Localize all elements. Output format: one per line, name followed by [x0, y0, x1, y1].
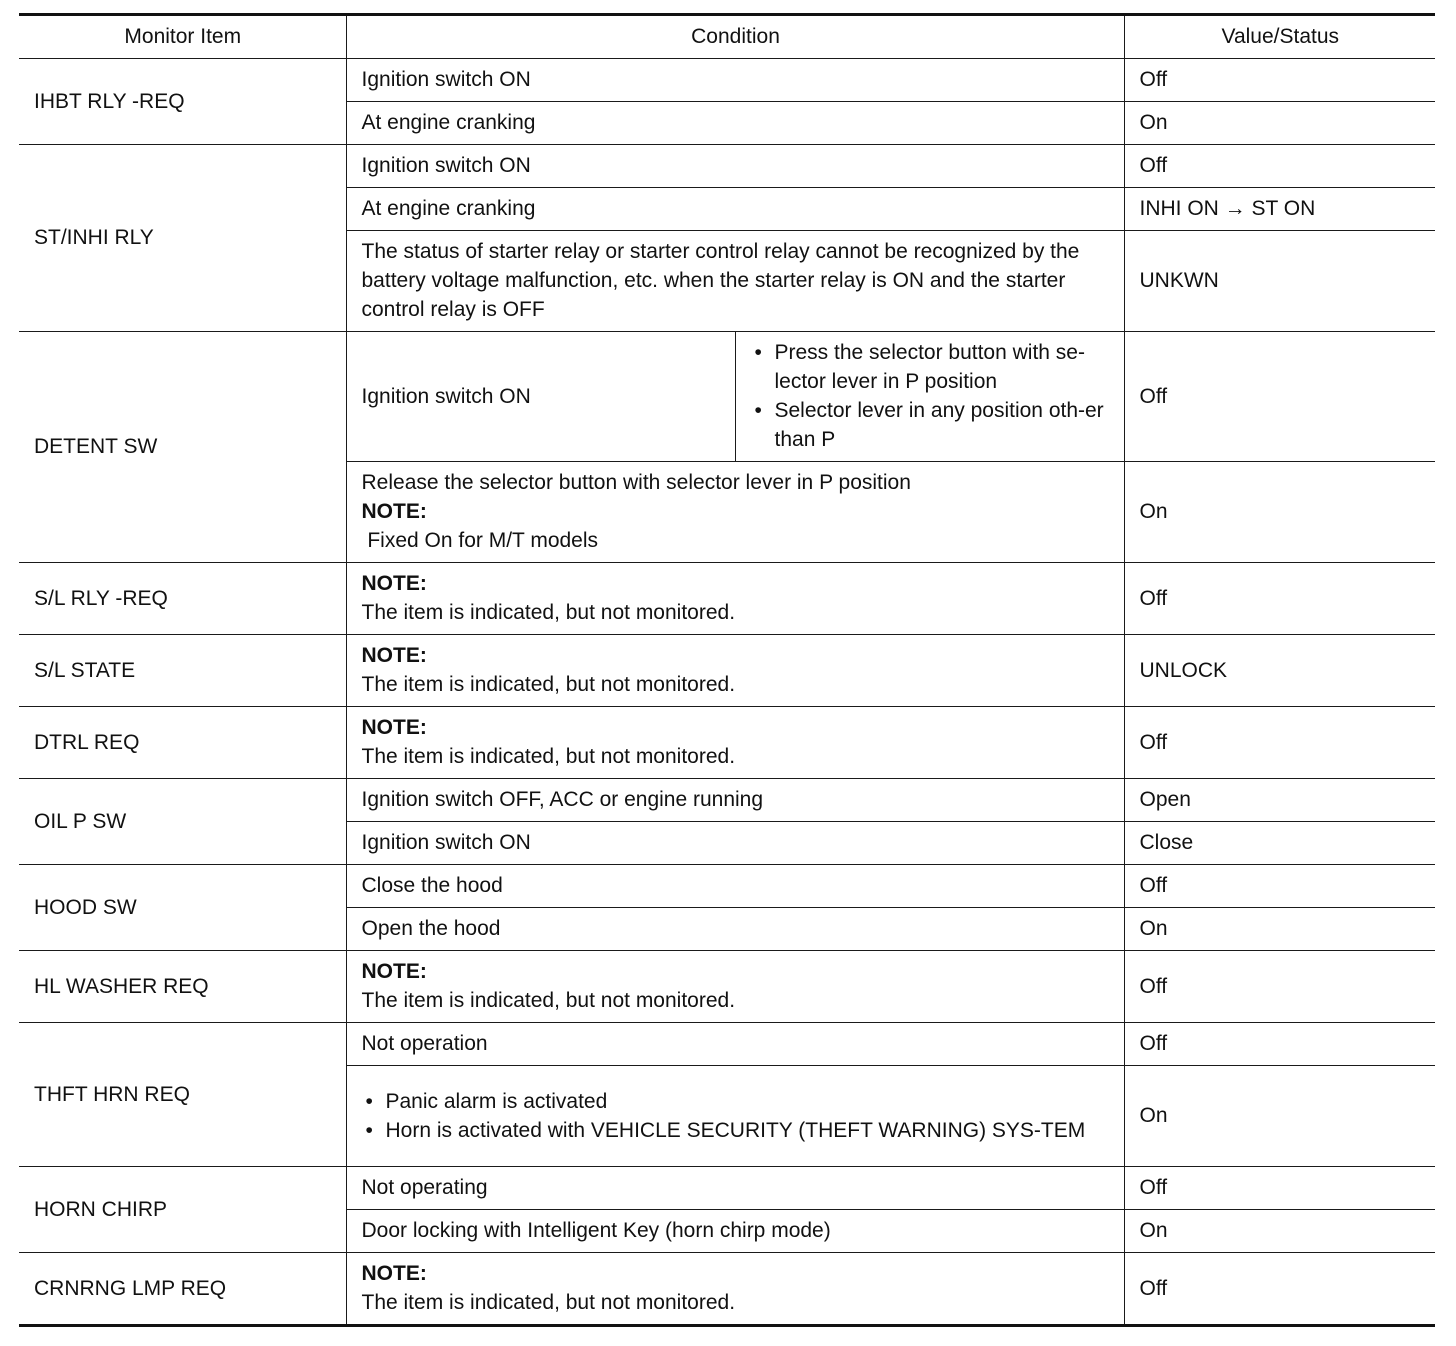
monitor-item-cell: CRNRNG LMP REQ: [19, 1253, 346, 1326]
value-cell: Off: [1124, 707, 1435, 779]
condition-cell: Ignition switch ON: [346, 59, 1124, 102]
monitor-item-table: [19, 13, 1435, 1327]
value-cell: On: [1124, 1066, 1435, 1167]
monitor-item-cell: S/L STATE: [19, 635, 346, 707]
value-cell: Open: [1124, 779, 1435, 822]
table-row: [19, 59, 1435, 102]
monitor-item-cell: HL WASHER REQ: [19, 951, 346, 1023]
table-header-row: [19, 15, 1435, 59]
table-row: [19, 865, 1435, 908]
condition-cell: At engine cranking: [346, 188, 1124, 231]
note-text: Fixed On for M/T models: [361, 529, 599, 552]
note-label: NOTE:: [361, 572, 427, 595]
value-cell: Off: [1124, 563, 1435, 635]
header-value-status: Value/Status: [1124, 15, 1435, 59]
condition-subcell: [735, 332, 1124, 462]
condition-cell: [346, 707, 1124, 779]
condition-cell: Ignition switch OFF, ACC or engine running: [346, 779, 1124, 822]
note-label: NOTE:: [361, 644, 427, 667]
value-cell: UNKWN: [1124, 231, 1435, 332]
note-label: NOTE:: [361, 1262, 427, 1285]
monitor-item-cell: THFT HRN REQ: [19, 1023, 346, 1167]
table-row: [19, 145, 1435, 188]
value-cell: Off: [1124, 145, 1435, 188]
note-text: The item is indicated, but not monitored.: [361, 745, 736, 768]
value-cell: UNLOCK: [1124, 635, 1435, 707]
note-text: The item is indicated, but not monitored.: [361, 673, 736, 696]
value-cell: INHI ON → ST ON: [1124, 188, 1435, 231]
condition-text: Release the selector button with selector lever in P position: [361, 471, 911, 494]
monitor-item-cell: DTRL REQ: [19, 707, 346, 779]
header-monitor-item: Monitor Item: [19, 15, 346, 59]
table-row: [19, 635, 1435, 707]
value-cell: On: [1124, 1210, 1435, 1253]
bullet-list: [751, 338, 1110, 454]
bullet-item: • Press the selector button with se-lector lever in P position: [751, 338, 1110, 396]
table-row: [19, 779, 1435, 822]
table-row: [19, 332, 1435, 462]
condition-cell: [346, 951, 1124, 1023]
condition-cell: [346, 1066, 1124, 1167]
table-row: [19, 1253, 1435, 1326]
bullet-item: • Selector lever in any position oth-er than P: [751, 396, 1110, 454]
monitor-item-cell: DETENT SW: [19, 332, 346, 563]
table-row: [19, 951, 1435, 1023]
value-cell: Off: [1124, 1253, 1435, 1326]
note-label: NOTE:: [361, 500, 427, 523]
value-cell: Off: [1124, 1167, 1435, 1210]
header-condition: Condition: [346, 15, 1124, 59]
monitor-item-cell: IHBT RLY -REQ: [19, 59, 346, 145]
value-cell: Close: [1124, 822, 1435, 865]
monitor-item-cell: HORN CHIRP: [19, 1167, 346, 1253]
condition-cell: At engine cranking: [346, 102, 1124, 145]
condition-cell: Door locking with Intelligent Key (horn chirp mode): [346, 1210, 1124, 1253]
monitor-item-cell: OIL P SW: [19, 779, 346, 865]
table-row: [19, 707, 1435, 779]
bullet-item: • Horn is activated with VEHICLE SECURITY (THEFT WARNING) SYS-TEM: [362, 1116, 1110, 1145]
value-cell: Off: [1124, 951, 1435, 1023]
condition-cell: [346, 462, 1124, 563]
value-cell: Off: [1124, 1023, 1435, 1066]
value-cell: Off: [1124, 332, 1435, 462]
table-row: [19, 1167, 1435, 1210]
table-row: [19, 1023, 1435, 1066]
bullet-list: [362, 1087, 1110, 1145]
monitor-item-cell: S/L RLY -REQ: [19, 563, 346, 635]
value-cell: Off: [1124, 59, 1435, 102]
value-cell: Off: [1124, 865, 1435, 908]
monitor-item-cell: ST/INHI RLY: [19, 145, 346, 332]
condition-cell: Ignition switch ON: [346, 145, 1124, 188]
note-text: The item is indicated, but not monitored.: [361, 989, 736, 1012]
value-cell: On: [1124, 462, 1435, 563]
table-row: [19, 563, 1435, 635]
note-text: The item is indicated, but not monitored.: [361, 1291, 736, 1314]
condition-cell: Ignition switch ON: [346, 332, 735, 462]
condition-cell: Close the hood: [346, 865, 1124, 908]
value-cell: On: [1124, 102, 1435, 145]
condition-cell: The status of starter relay or starter control relay cannot be recognized by the battery voltage malfunction, etc. when the starter relay is ON and the starter control relay is OFF: [346, 231, 1124, 332]
condition-cell: Ignition switch ON: [346, 822, 1124, 865]
note-label: NOTE:: [361, 716, 427, 739]
condition-cell: [346, 1253, 1124, 1326]
condition-cell: [346, 563, 1124, 635]
note-text: The item is indicated, but not monitored.: [361, 601, 736, 624]
condition-cell: Open the hood: [346, 908, 1124, 951]
condition-cell: Not operating: [346, 1167, 1124, 1210]
value-cell: On: [1124, 908, 1435, 951]
condition-cell: [346, 635, 1124, 707]
bullet-item: • Panic alarm is activated: [362, 1087, 1110, 1116]
monitor-item-cell: HOOD SW: [19, 865, 346, 951]
condition-cell: Not operation: [346, 1023, 1124, 1066]
note-label: NOTE:: [361, 960, 427, 983]
